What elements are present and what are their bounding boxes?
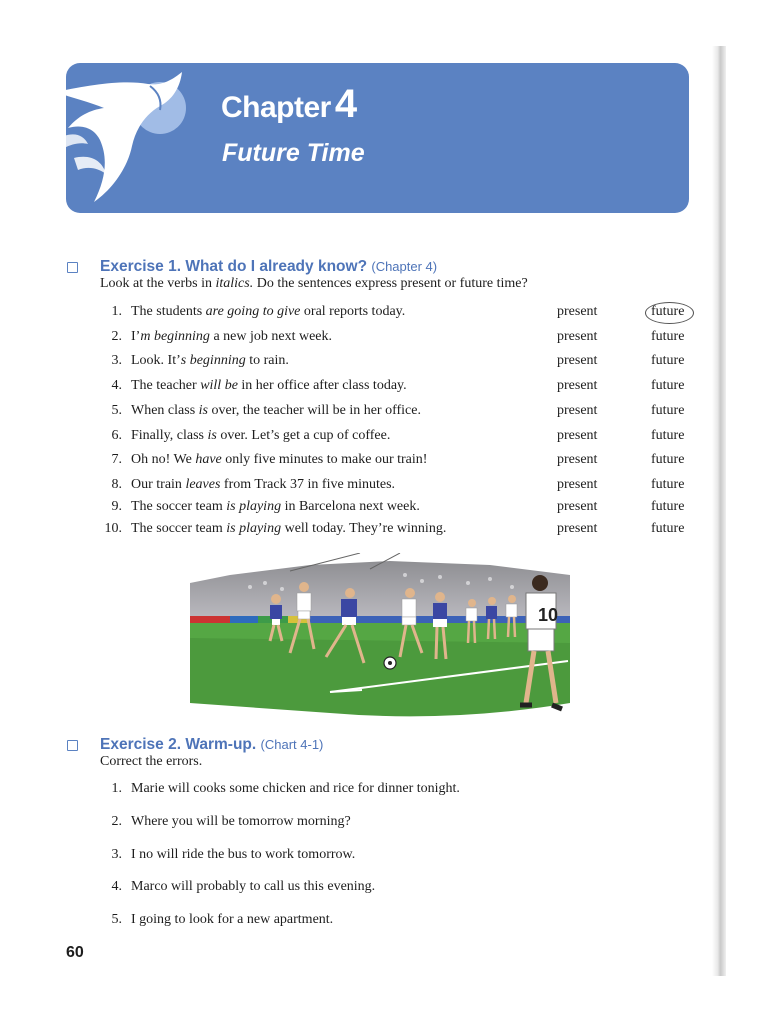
sentence-text-end: well today. They’re winning. <box>281 521 447 536</box>
jersey-number: 10 <box>538 605 559 625</box>
item-number: 1. <box>111 781 122 796</box>
item-sentence <box>131 477 395 493</box>
item-number: 2. <box>111 814 122 829</box>
item-number: 5. <box>111 912 122 927</box>
option-present[interactable]: present <box>557 304 598 319</box>
sentence-verb: m beginning <box>140 329 210 344</box>
chapter-number: 4 <box>334 82 357 126</box>
item-sentence: I going to look for a new apartment. <box>131 912 334 927</box>
chapter-title <box>221 82 357 127</box>
option-present[interactable]: present <box>557 428 598 443</box>
item-sentence: Marie will cooks some chicken and rice for dinner tonight. <box>131 781 460 796</box>
item-sentence <box>131 378 407 394</box>
option-future[interactable]: future <box>651 378 685 393</box>
item-number: 4. <box>111 879 122 894</box>
exercise-1-checkbox[interactable] <box>67 262 78 273</box>
exercise-2-item <box>0 814 768 834</box>
item-sentence <box>131 499 420 515</box>
item-number: 9. <box>111 499 122 514</box>
exercise-2-item <box>0 879 768 899</box>
item-number: 10. <box>104 521 122 536</box>
option-present[interactable]: present <box>557 378 598 393</box>
item-number: 4. <box>111 378 122 393</box>
sentence-text-end: in her office after class today. <box>237 378 407 393</box>
sentence-text: When class <box>131 403 199 418</box>
sentence-verb: leaves <box>185 477 221 492</box>
item-sentence <box>131 428 390 444</box>
sentence-verb: have <box>195 452 222 467</box>
option-future[interactable]: future <box>651 521 685 536</box>
item-number: 8. <box>111 477 122 492</box>
item-sentence: Where you will be tomorrow morning? <box>131 814 351 829</box>
sentence-text-end: over. Let’s get a cup of coffee. <box>216 428 391 443</box>
exercise-1-ref: (Chapter 4) <box>371 259 438 274</box>
exercise-2-checkbox[interactable] <box>67 740 78 751</box>
sentence-text-end: oral reports today. <box>300 304 406 319</box>
option-present[interactable]: present <box>557 353 598 368</box>
exercise-1-item <box>0 304 768 324</box>
option-present[interactable]: present <box>557 521 598 536</box>
option-future[interactable]: future <box>651 353 685 368</box>
exercise-1-item <box>0 378 768 398</box>
exercise-1-label: Exercise 1. What do I already know? <box>100 258 368 275</box>
exercise-2-item <box>0 912 768 932</box>
sentence-text-end: to rain. <box>245 353 289 368</box>
sentence-text: The teacher <box>131 378 201 393</box>
exercise-1-item <box>0 353 768 373</box>
exercise-1-item <box>0 452 768 472</box>
sentence-text-end: in Barcelona next week. <box>281 499 420 514</box>
exercise-2-ref: (Chart 4-1) <box>260 737 324 752</box>
exercise-1-item <box>0 499 768 519</box>
item-sentence <box>131 403 421 419</box>
item-sentence: I no will ride the bus to work tomorrow. <box>131 847 356 862</box>
exercise-1-item <box>0 428 768 448</box>
option-future[interactable]: future <box>651 452 685 467</box>
item-number: 2. <box>111 329 122 344</box>
exercise-2-item <box>0 781 768 801</box>
chapter-label: Chapter <box>221 91 331 124</box>
item-sentence: Marco will probably to call us this evening. <box>131 879 376 894</box>
sentence-text: Our train <box>131 477 186 492</box>
option-present[interactable]: present <box>557 403 598 418</box>
sentence-text-end: only five minutes to make our train! <box>221 452 428 467</box>
chapter-subtitle: Future Time <box>222 139 365 167</box>
exercise-2-item <box>0 847 768 867</box>
item-sentence <box>131 329 332 345</box>
item-number: 3. <box>111 353 122 368</box>
sentence-text: The students <box>131 304 206 319</box>
option-future[interactable]: future <box>651 477 685 492</box>
item-number: 1. <box>111 304 122 319</box>
sentence-text: The soccer team <box>131 499 227 514</box>
item-number: 5. <box>111 403 122 418</box>
sentence-verb: is playing <box>226 499 282 514</box>
sentence-text: Oh no! We <box>131 452 196 467</box>
sentence-text-end: a new job next week. <box>209 329 333 344</box>
exercise-1-item <box>0 403 768 423</box>
sentence-verb: are going to give <box>205 304 301 319</box>
item-sentence <box>131 521 446 537</box>
exercise-1-item <box>0 329 768 349</box>
exercise-1-item <box>0 521 768 541</box>
sentence-verb: is <box>198 403 208 418</box>
sentence-verb: s beginning <box>180 353 246 368</box>
item-sentence <box>131 452 427 468</box>
item-sentence <box>131 304 405 320</box>
exercise-2-heading <box>100 736 323 754</box>
item-sentence <box>131 353 289 369</box>
sentence-verb: is playing <box>226 521 282 536</box>
sentence-text-end: over, the teacher will be in her office. <box>208 403 421 418</box>
item-number: 7. <box>111 452 122 467</box>
option-future[interactable]: future <box>651 329 685 344</box>
instruction-italic: italics. <box>215 276 254 291</box>
sentence-text-end: from Track 37 in five minutes. <box>220 477 396 492</box>
exercise-2-instruction: Correct the errors. <box>100 754 203 769</box>
instruction-text: Look at the verbs in <box>100 276 216 291</box>
option-present[interactable]: present <box>557 477 598 492</box>
sentence-text: Look. It’ <box>131 353 181 368</box>
sentence-text: The soccer team <box>131 521 227 536</box>
sentence-text: I’ <box>131 329 141 344</box>
swallow-logo <box>54 70 214 220</box>
option-present[interactable]: present <box>557 452 598 467</box>
option-future[interactable]: future <box>651 499 685 514</box>
exercise-1-instruction <box>100 276 528 292</box>
option-present[interactable]: present <box>557 499 598 514</box>
option-future[interactable]: future <box>651 304 685 319</box>
exercise-1-item <box>0 477 768 497</box>
option-future[interactable]: future <box>651 428 685 443</box>
soccer-illustration <box>190 553 570 720</box>
instruction-text-2: Do the sentences express present or future time? <box>253 276 528 291</box>
sentence-verb: is <box>207 428 217 443</box>
item-number: 3. <box>111 847 122 862</box>
page-number: 60 <box>66 944 84 961</box>
sentence-text: Finally, class <box>131 428 208 443</box>
sentence-verb: will be <box>200 378 238 393</box>
option-future[interactable]: future <box>651 403 685 418</box>
item-number: 6. <box>111 428 122 443</box>
option-present[interactable]: present <box>557 329 598 344</box>
exercise-2-label: Exercise 2. Warm-up. <box>100 736 257 753</box>
exercise-1-heading <box>100 258 437 276</box>
